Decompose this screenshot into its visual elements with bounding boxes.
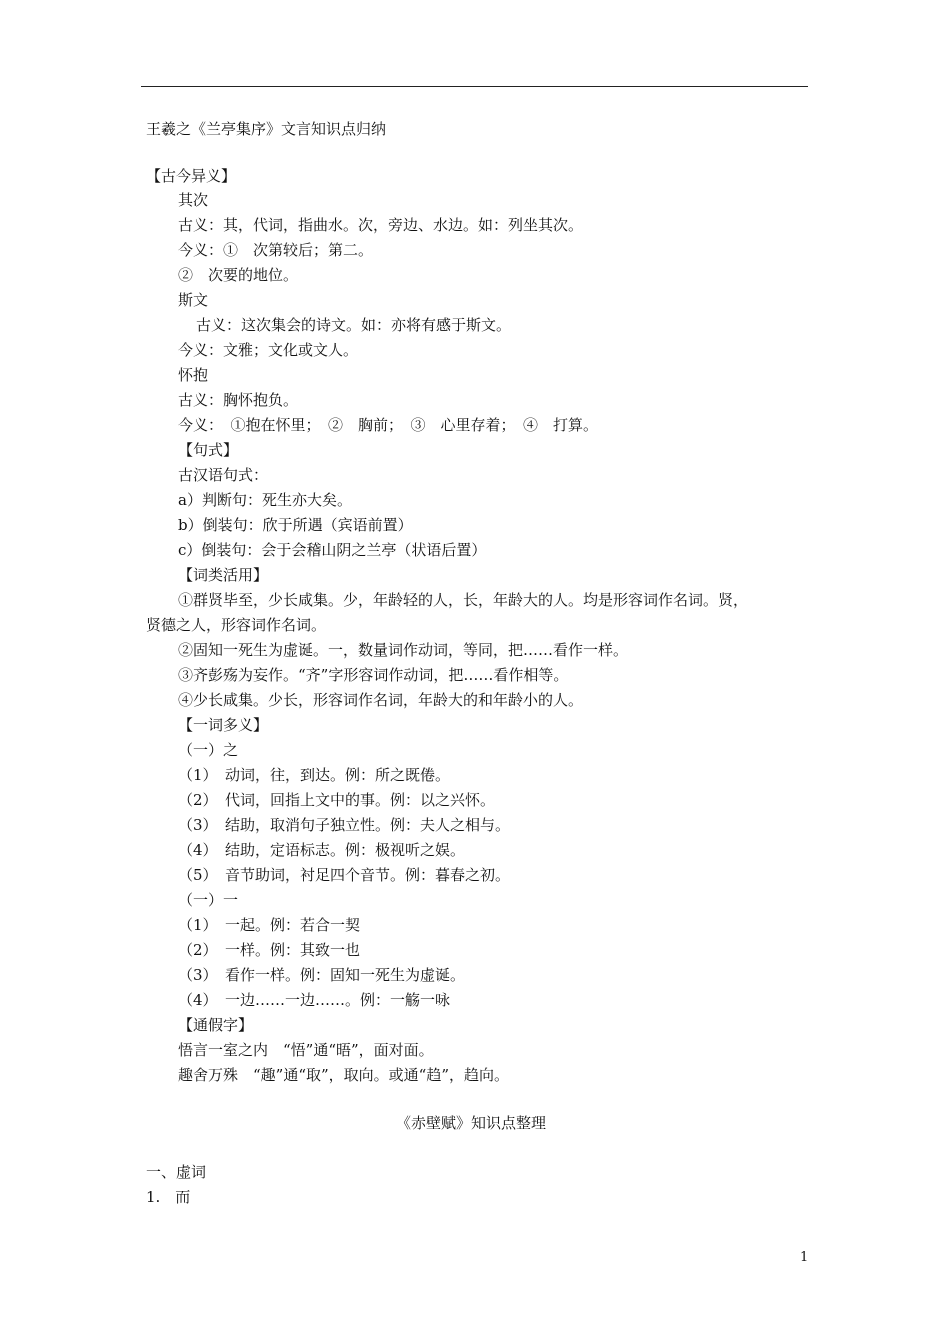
term-siwen: 斯文 bbox=[178, 291, 209, 309]
jushi-item-a: a）判断句：死生亦大矣。 bbox=[178, 491, 352, 509]
section-header-jushi: 【句式】 bbox=[178, 441, 239, 459]
qici-modern-meaning-2: ② 次要的地位。 bbox=[178, 266, 299, 284]
polysemy-zhi-heading: （一）之 bbox=[178, 741, 239, 759]
document-title: 王羲之《兰亭集序》文言知识点归纳 bbox=[146, 120, 387, 138]
jushi-item-b: b）倒装句：欣于所遇（宾语前置） bbox=[178, 516, 413, 534]
cilei-item-1: ①群贤毕至，少长咸集。少，年龄轻的人，长，年龄大的人。均是形容词作名词。贤， bbox=[178, 591, 749, 609]
header-rule bbox=[141, 86, 808, 87]
cilei-item-4: ④少长咸集。少长，形容词作名词，年龄大的和年龄小的人。 bbox=[178, 691, 584, 709]
cilei-item-3: ③齐彭殇为妄作。“齐”字形容词作动词，把……看作相等。 bbox=[178, 666, 569, 684]
tongjia-item-1: 悟言一室之内 “悟”通“晤”，面对面。 bbox=[178, 1041, 434, 1059]
section-header-tongjia: 【通假字】 bbox=[178, 1016, 254, 1034]
xuci-item-1: 1. 而 bbox=[146, 1188, 191, 1206]
polysemy-yi-2: （2） 一样。例：其致一也 bbox=[178, 941, 361, 959]
polysemy-zhi-2: （2） 代词，回指上文中的事。例：以之兴怀。 bbox=[178, 791, 496, 809]
polysemy-zhi-3: （3） 结助，取消句子独立性。例：夫人之相与。 bbox=[178, 816, 511, 834]
siwen-modern-meaning: 今义：文雅；文化或文人。 bbox=[178, 341, 359, 359]
jushi-intro: 古汉语句式： bbox=[178, 466, 269, 484]
polysemy-zhi-4: （4） 结助，定语标志。例：极视听之娱。 bbox=[178, 841, 466, 859]
huaibao-modern-meaning: 今义： ①抱在怀里； ② 胸前； ③ 心里存着； ④ 打算。 bbox=[178, 416, 599, 434]
term-qici: 其次 bbox=[178, 191, 209, 209]
section-header-yici: 【一词多义】 bbox=[178, 716, 269, 734]
polysemy-zhi-1: （1） 动词，往，到达。例：所之既倦。 bbox=[178, 766, 451, 784]
qici-modern-meaning-1: 今义：① 次第较后；第二。 bbox=[178, 241, 374, 259]
polysemy-yi-heading: （一）一 bbox=[178, 891, 239, 909]
polysemy-yi-1: （1） 一起。例：若合一契 bbox=[178, 916, 361, 934]
polysemy-yi-3: （3） 看作一样。例：固知一死生为虚诞。 bbox=[178, 966, 466, 984]
cilei-item-1-continued: 贤德之人，形容词作名词。 bbox=[146, 616, 327, 634]
huaibao-ancient-meaning: 古义：胸怀抱负。 bbox=[178, 391, 299, 409]
qici-ancient-meaning: 古义：其，代词，指曲水。次，旁边、水边。如：列坐其次。 bbox=[178, 216, 584, 234]
tongjia-item-2: 趣舍万殊 “趣”通“取”，取向。或通“趋”，趋向。 bbox=[178, 1066, 510, 1084]
term-huaibao: 怀抱 bbox=[178, 366, 209, 384]
section-header-gujin: 【古今异义】 bbox=[146, 167, 237, 185]
xuci-heading: 一、虚词 bbox=[146, 1163, 207, 1181]
siwen-ancient-meaning: 古义：这次集会的诗文。如：亦将有感于斯文。 bbox=[196, 316, 512, 334]
chibi-section-title: 《赤壁赋》知识点整理 bbox=[396, 1114, 547, 1132]
section-header-cilei: 【词类活用】 bbox=[178, 566, 269, 584]
jushi-item-c: c）倒装句：会于会稽山阴之兰亭（状语后置） bbox=[178, 541, 487, 559]
polysemy-yi-4: （4） 一边……一边……。例：一觞一咏 bbox=[178, 991, 451, 1009]
polysemy-zhi-5: （5） 音节助词，衬足四个音节。例：暮春之初。 bbox=[178, 866, 511, 884]
page-number: 1 bbox=[800, 1250, 809, 1265]
cilei-item-2: ②固知一死生为虚诞。一，数量词作动词，等同，把……看作一样。 bbox=[178, 641, 629, 659]
